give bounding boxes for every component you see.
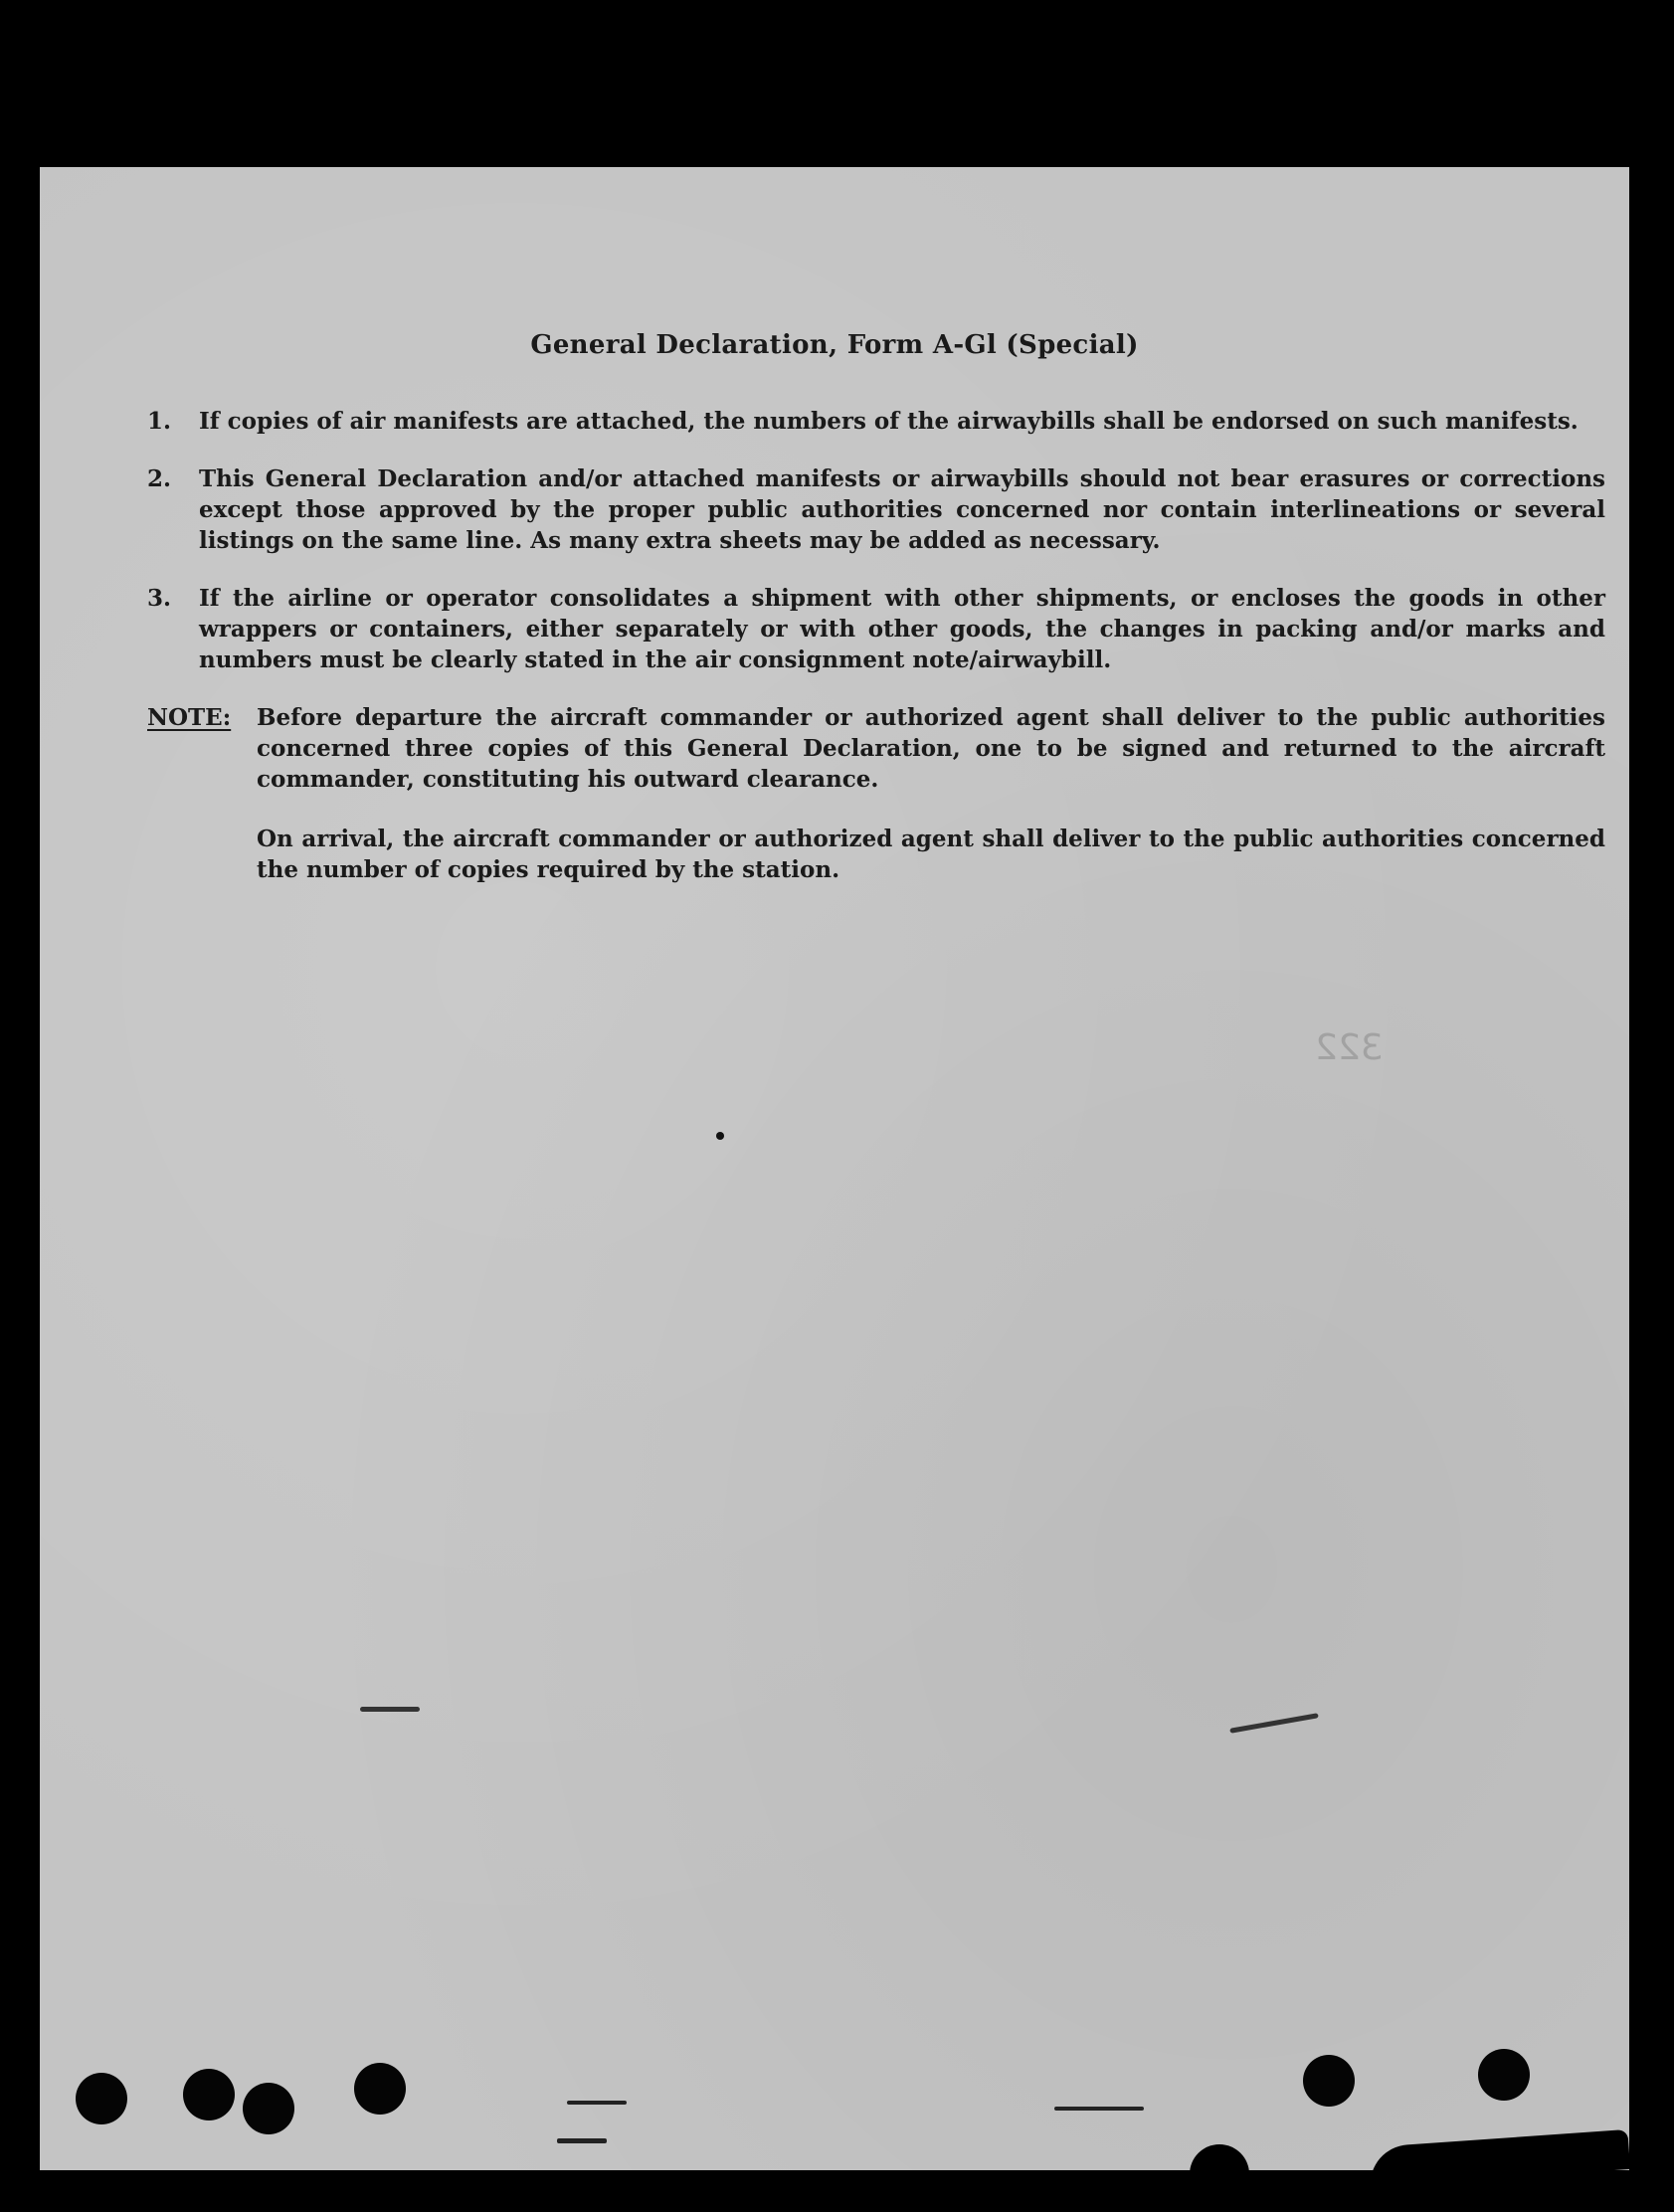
note-text: Before departure the aircraft commander or authorized agent shall deliver to the public authorities concerned three copies of this General Declaration, one to be signed and returned to the aircraft commander, constituting his outward clearance. [257,704,1605,793]
document-title: General Declaration, Form A-Gl (Special) [530,330,1139,360]
scan-speck [557,2138,607,2143]
binder-hole [183,2069,235,2120]
scan-speck [1054,2107,1144,2111]
binder-hole [1478,2049,1530,2101]
note-label: NOTE: [147,704,232,731]
document-sheet [40,167,1629,2170]
item-text: This General Declaration and/or attached manifests or airwaybills should not bear erasures or corrections except those approved by the proper public authorities concerned nor contain interlineations or several listings on the same line. As many extra sheets may be added as necessary. [199,465,1605,554]
item-number: 1. [147,408,172,435]
binder-hole [1303,2055,1355,2107]
item-number: 2. [147,465,172,492]
scan-speck [716,1132,724,1140]
item-text: If copies of air manifests are attached, the numbers of the airwaybills shall be endorsed on such manifests. [199,408,1579,435]
scan-speck [360,1707,420,1712]
scan-speck [567,2101,627,2105]
bleed-through-mark: 322 [1315,1027,1384,1068]
note-continuation: On arrival, the aircraft commander or authorized agent shall deliver to the public authorities concerned the number of copies required by the station. [257,826,1605,883]
binder-hole [354,2063,406,2115]
binder-hole [76,2073,127,2124]
binder-hole [243,2083,294,2134]
item-number: 3. [147,585,172,612]
item-text: If the airline or operator consolidates a shipment with other shipments, or encloses the goods in other wrappers or containers, either separately or with other goods, the changes in packing and/or marks and numbers must be clearly stated in the air consignment note/airwaybill. [199,585,1605,673]
scan-speck [1229,1713,1319,1734]
